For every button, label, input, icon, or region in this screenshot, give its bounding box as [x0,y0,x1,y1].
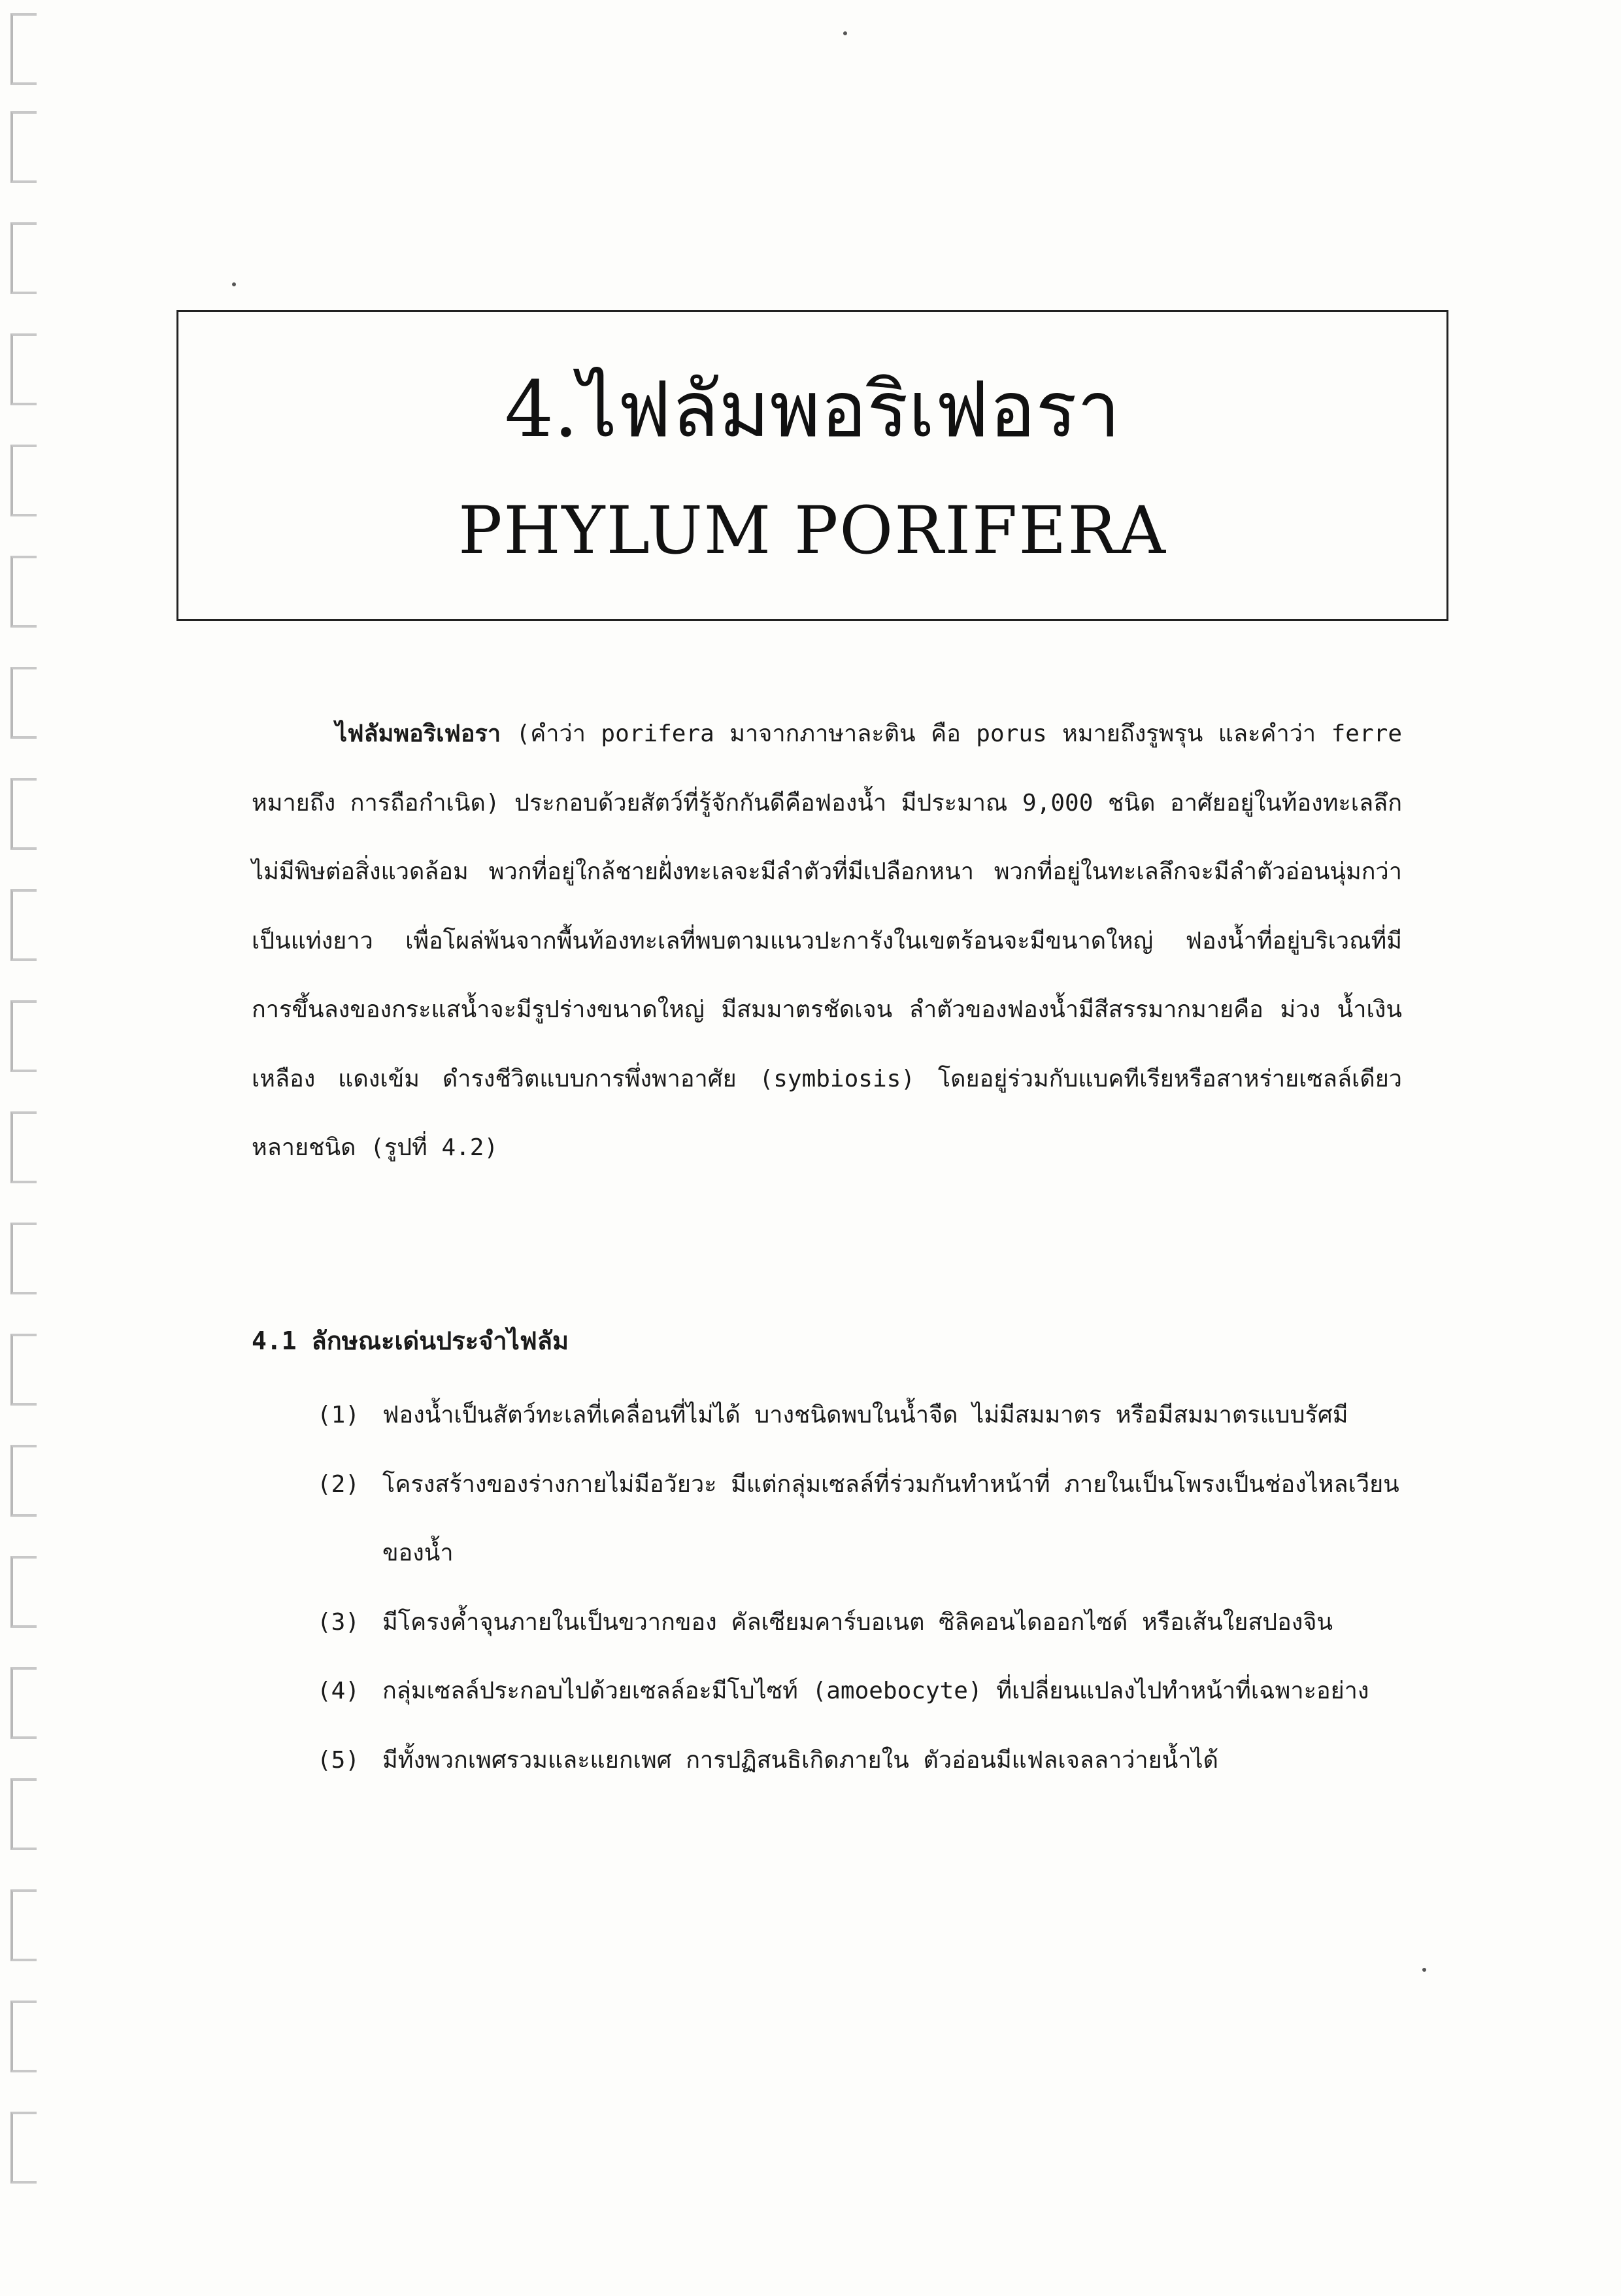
intro-lead-term: ไฟลัมพอริเฟอรา [335,720,501,747]
list-item-text: กลุ่มเซลล์ประกอบไปด้วยเซลล์อะมีโบไซท์ (amoebocyte) ที่เปลี่ยนแปลงไปทำหน้าที่เฉพาะอย่าง [382,1678,1369,1704]
binder-hole [10,2112,37,2184]
list-item-text: ฟองน้ำเป็นสัตว์ทะเลที่เคลื่อนที่ไม่ได้ บางชนิดพบในน้ำจืด ไม่มีสมมาตร หรือมีสมมาตรแบบรัศมี [382,1402,1348,1428]
binder-hole [10,1223,37,1294]
intro-body: (คำว่า porifera มาจากภาษาละติน คือ porus หมายถึงรูพรุน และคำว่า ferre หมายถึง การถือกำเนิด) ประกอบด้วยสัตว์ที่รู้จักกันดีคือฟองน้ำ มีประมาณ 9,000 ชนิด อาศัยอยู่ในท้องทะเลลึก ไม่มีพิษต่อสิ่งแวดล้อม พวกที่อยู่ใกล้ชายฝั่งทะเลจะมีลำตัวที่มีเปลือกหนา พวกที่อยู่ในทะเลลึกจะมีลำตัวอ่อนนุ่มกว่า เป็นแท่งยาว เพื่อโผล่พ้นจากพื้นท้องทะเลที่พบตามแนวปะการังในเขตร้อนจะมีขนาดใหญ่ ฟองน้ำที่อยู่บริเวณที่มีการขึ้นลงของกระแสน้ำจะมีรูปร่างขนาดใหญ่ มีสมมาตรชัดเจน ลำตัวของฟองน้ำมีสีสรรมากมายคือ ม่วง น้ำเงิน เหลือง แดงเข้ม ดำรงชีวิตแบบการพึ่งพาอาศัย (symbiosis) โดยอยู่ร่วมกับแบคทีเรียหรือสาหร่ายเซลล์เดียวหลายชนิด (รูปที่ 4.2) [252,720,1402,1161]
list-item-number: (5) [317,1746,360,1774]
binder-hole [10,222,37,294]
binder-hole [10,13,37,85]
binder-hole [10,778,37,850]
binder-hole [10,1778,37,1850]
list-item-number: (2) [317,1470,360,1498]
list-item-number: (4) [317,1678,360,1704]
list-item-number: (1) [317,1402,360,1428]
list-item [317,1450,1415,1588]
chapter-title-thai: 4.ไฟลัมพอริเฟอรา [505,364,1120,454]
chapter-title-box [176,310,1448,621]
binder-hole [10,1000,37,1072]
binder-hole [10,1556,37,1628]
binder-hole [10,667,37,739]
binder-hole [10,1889,37,1961]
list-item-text: มีโครงค้ำจุนภายในเป็นขวากของ คัลเซียมคาร์บอเนต ซิลิคอนไดออกไซด์ หรือเส้นใยสปองจิน [382,1608,1333,1636]
binder-holes [10,0,50,2296]
features-list [317,1381,1415,1795]
binder-hole [10,1667,37,1739]
scan-speck [1422,1968,1426,1972]
binder-hole [10,333,37,405]
binder-hole [10,111,37,183]
binder-hole [10,1445,37,1517]
intro-paragraph [252,700,1402,1183]
list-item [317,1588,1415,1657]
binder-hole [10,889,37,961]
intro-text [252,700,1402,1183]
chapter-title-english: PHYLUM PORIFERA [458,492,1167,569]
section-heading: 4.1 ลักษณะเด่นประจำไฟลัม [252,1326,569,1355]
scan-speck [232,282,236,286]
list-item [317,1657,1415,1726]
binder-hole [10,1334,37,1406]
list-item-text: โครงสร้างของร่างกายไม่มีอวัยวะ มีแต่กลุ่มเซลล์ที่ร่วมกันทำหน้าที่ ภายในเป็นโพรงเป็นช่องไหลเวียนของน้ำ [382,1470,1399,1566]
scan-speck [843,31,847,35]
binder-hole [10,1111,37,1183]
list-item [317,1381,1415,1450]
list-item-text: มีทั้งพวกเพศรวมและแยกเพศ การปฏิสนธิเกิดภายใน ตัวอ่อนมีแฟลเจลลาว่ายน้ำได้ [382,1746,1219,1774]
list-item-number: (3) [317,1608,360,1636]
list-item [317,1726,1415,1795]
binder-hole [10,556,37,628]
binder-hole [10,2001,37,2072]
binder-hole [10,445,37,516]
